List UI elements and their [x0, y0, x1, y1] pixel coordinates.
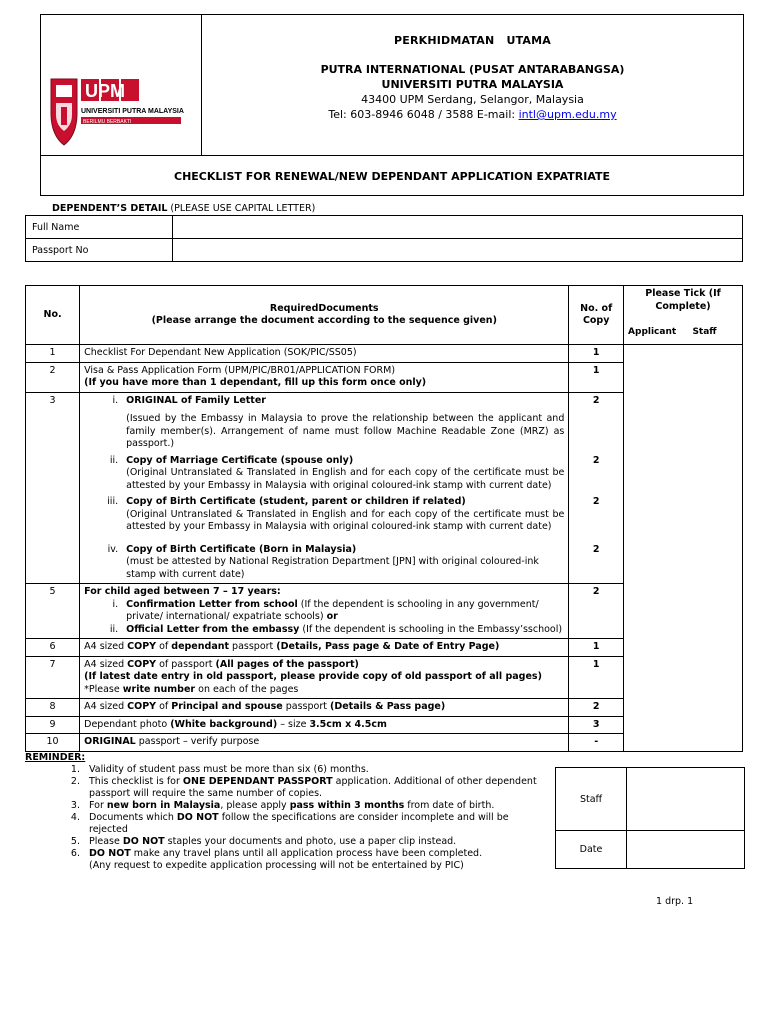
- text-part: (Details, Pass page & Date of Entry Page): [276, 641, 500, 652]
- item-text: This checklist is for: [89, 776, 183, 787]
- row-number: 10: [26, 734, 80, 752]
- reminder-title: REMINDER:: [25, 752, 86, 763]
- row-document: [80, 584, 569, 639]
- header-documents-subtitle: (Please arrange the document according to the sequence given): [151, 315, 497, 326]
- text-part: A4 sized: [84, 641, 128, 652]
- text-part: on each of the pages: [195, 683, 299, 695]
- checklist-table: [25, 285, 743, 752]
- sub-numeral: i.: [112, 394, 119, 406]
- row-copy: -: [569, 734, 624, 752]
- header-staff: Staff: [688, 324, 742, 345]
- text-part: – size: [277, 718, 310, 730]
- date-row: [556, 830, 744, 868]
- row-document: [80, 716, 569, 734]
- list-item: [25, 764, 545, 776]
- item-text: staples your documents and photo, use a paper clip instead.: [164, 836, 457, 847]
- row-copy: 2: [569, 584, 624, 639]
- text-part: 3.5cm x 4.5cm: [309, 718, 387, 730]
- row-document: [80, 362, 569, 392]
- row-document: [80, 656, 569, 699]
- item-text: DO NOT: [176, 812, 219, 823]
- row-document: [80, 536, 569, 584]
- row-copy: 2: [569, 699, 624, 717]
- sub-numeral: ii.: [109, 623, 119, 635]
- list-item: [25, 776, 545, 800]
- sub-title: Copy of Birth Certificate (Born in Malaysia): [126, 543, 357, 555]
- text-part: of passport: [156, 658, 216, 670]
- logo-subtitle: UNIVERSITI PUTRA MALAYSIA: [81, 108, 184, 115]
- row-copy: 1: [569, 362, 624, 392]
- item-text: new born in Malaysia: [106, 800, 221, 811]
- row-number: 8: [26, 699, 80, 717]
- row-copy: 1: [569, 656, 624, 699]
- header-row: [26, 286, 743, 325]
- row-copy: 2: [569, 494, 624, 536]
- contact-prefix: Tel: 603-8946 6048 / 3588 E-mail:: [328, 108, 519, 121]
- sub-title: Copy of Marriage Certificate (spouse only): [126, 454, 354, 466]
- passport-field[interactable]: [173, 239, 743, 262]
- text-part: dependant: [171, 641, 230, 652]
- passport-row: [26, 239, 743, 262]
- list-item: [25, 800, 545, 812]
- row-number: 3: [26, 392, 80, 584]
- dependent-caption-note: (PLEASE USE CAPITAL LETTER): [167, 203, 316, 214]
- passport-label: Passport No: [26, 239, 173, 262]
- sub-text: (must be attested by National Registration Department [JPN] with original coloured-ink stamp with current date): [126, 556, 539, 580]
- institution-name: PUTRA INTERNATIONAL (PUSAT ANTARABANGSA): [320, 63, 625, 76]
- row-number: 1: [26, 345, 80, 363]
- item-text: make any travel plans until all application process have been completed.: [130, 848, 483, 859]
- list-item: [25, 848, 545, 872]
- item-text: application. Additional of other dependent passport will require the same number of copies.: [89, 776, 537, 799]
- row-document: [80, 494, 569, 536]
- header-documents: [80, 286, 569, 345]
- item-number: 4.: [70, 812, 80, 823]
- text-part: (White background): [170, 718, 278, 730]
- text-part: (If latest date entry in old passport, please provide copy of old passport of all pages): [84, 671, 542, 682]
- text-part: Principal and spouse: [171, 701, 283, 712]
- row-document: [80, 639, 569, 657]
- row-copy: 2: [569, 453, 624, 495]
- row-document-note: (If you have more than 1 dependant, fill up this form once only): [84, 377, 427, 388]
- text-part: (All pages of the passport): [215, 658, 359, 670]
- institution-block: [202, 15, 743, 155]
- staff-row: [556, 768, 744, 831]
- sub-title: ORIGINAL of Family Letter: [126, 394, 266, 406]
- dependent-details-table: [25, 215, 743, 262]
- service-title: PERKHIDMATAN UTAMA: [393, 34, 552, 47]
- text-part: COPY: [127, 701, 157, 712]
- item-text: DO NOT: [122, 836, 165, 847]
- text-part: of: [156, 641, 172, 652]
- table-row: [26, 345, 743, 363]
- staff-signoff-box: [555, 767, 745, 869]
- staff-field[interactable]: [627, 768, 744, 830]
- full-name-field[interactable]: [173, 216, 743, 239]
- text-part: passport: [282, 701, 330, 712]
- text-part: Dependant photo: [84, 718, 171, 730]
- contact-line: [202, 107, 743, 122]
- header-no: No.: [26, 286, 80, 345]
- dependent-caption-bold: DEPENDENT’S DETAIL: [52, 203, 168, 214]
- logo-motto: BERILMU BERBAKTI: [83, 119, 132, 125]
- reminder-section: [25, 752, 545, 872]
- logo-cell: [41, 15, 202, 155]
- row-copy: 2: [569, 536, 624, 584]
- full-name-row: [26, 216, 743, 239]
- item-text: , please apply: [220, 800, 290, 811]
- page-number: 1 drp. 1: [656, 896, 694, 907]
- university-name: UNIVERSITI PUTRA MALAYSIA: [381, 78, 564, 91]
- sub-numeral: iv.: [107, 543, 119, 555]
- row-number: 2: [26, 362, 80, 392]
- row-copy: 1: [569, 345, 624, 363]
- header-copy: No. of Copy: [569, 286, 624, 345]
- row-document: [80, 734, 569, 752]
- item-text: Documents which: [89, 812, 177, 823]
- row-document: [80, 453, 569, 495]
- row-number: 9: [26, 716, 80, 734]
- sub-text: (If the dependent is schooling in any government/ private/ international/ expatriate schools): [126, 598, 539, 622]
- item-number: 6.: [70, 848, 80, 859]
- item-number: 5.: [70, 836, 80, 847]
- text-part: *Please: [84, 683, 123, 695]
- item-text: (Any request to expedite application processing will not be entertained by PIC): [89, 860, 464, 871]
- text-part: (Details & Pass page): [330, 701, 446, 712]
- text-part: A4 sized: [84, 701, 128, 712]
- staff-label: Staff: [556, 768, 627, 830]
- text-part: of: [156, 701, 172, 712]
- text-part: COPY: [127, 658, 157, 670]
- row-copy: 1: [569, 639, 624, 657]
- item-number: 2.: [70, 776, 80, 787]
- tick-column[interactable]: [624, 345, 743, 752]
- item-text: ONE DEPENDANT PASSPORT: [182, 776, 333, 787]
- upm-logo: [47, 73, 197, 163]
- text-part: ORIGINAL: [84, 736, 136, 747]
- item-text: from date of birth.: [404, 800, 495, 811]
- item-text: For: [89, 800, 107, 811]
- dependent-caption: [52, 203, 315, 214]
- sub-numeral: ii.: [109, 454, 119, 466]
- date-field[interactable]: [627, 830, 744, 868]
- row-copy: 2: [569, 392, 624, 453]
- sub-or: or: [326, 611, 338, 622]
- list-item: [25, 836, 545, 848]
- list-item: [25, 812, 545, 836]
- email-link[interactable]: intl@upm.edu.my: [518, 108, 617, 121]
- row-number: 6: [26, 639, 80, 657]
- text-part: passport: [229, 641, 277, 652]
- checklist-title: CHECKLIST FOR RENEWAL/NEW DEPENDANT APPLICATION EXPATRIATE: [174, 170, 610, 183]
- item-number: 1.: [70, 764, 80, 775]
- sub-title: Copy of Birth Certificate (student, parent or children if related): [126, 496, 466, 507]
- address: 43400 UPM Serdang, Selangor, Malaysia: [361, 93, 584, 106]
- item-text: Please: [89, 836, 123, 847]
- text-part: passport – verify purpose: [135, 736, 260, 747]
- full-name-label: Full Name: [26, 216, 173, 239]
- item-text: DO NOT: [89, 848, 131, 859]
- sub-text: (Original Untranslated & Translated in English and for each copy of the certificate must be attested by your Embassy in Malaysia with original coloured-ink stamp with current date): [126, 467, 565, 491]
- row-number: 7: [26, 656, 80, 699]
- header-documents-title: RequiredDocuments: [269, 302, 379, 314]
- row-document: [80, 392, 569, 453]
- sub-title: Confirmation Letter from school: [126, 598, 298, 610]
- text-part: A4 sized: [84, 658, 128, 670]
- text-part: COPY: [127, 641, 157, 652]
- sub-text: (If the dependent is schooling in the Embassy’sschool): [299, 623, 563, 635]
- item-number: 3.: [70, 800, 80, 811]
- sub-text: (Original Untranslated & Translated in English and for each copy of the certificate must be attested by your Embassy in Malaysia with original coloured-ink stamp with current date): [126, 508, 565, 532]
- row-number: 5: [26, 584, 80, 639]
- date-label: Date: [556, 830, 627, 868]
- row-document: Checklist For Dependant New Application (SOK/PIC/SS05): [80, 345, 569, 363]
- row-copy: 3: [569, 716, 624, 734]
- header-applicant: Applicant: [624, 324, 689, 345]
- logo-text: UPM: [85, 81, 125, 101]
- sub-text: (Issued by the Embassy in Malaysia to prove the relationship between the applicant and family member(s). Arrangement of name must follow Machine Readable Zone (MRZ) as passport.): [126, 413, 565, 449]
- text-part: write number: [122, 683, 196, 695]
- checklist-title-row: [41, 155, 743, 196]
- item-text: Validity of student pass must be more than six (6) months.: [89, 764, 369, 775]
- item-text: follow the specifications are consider incomplete and will be rejected: [89, 812, 509, 835]
- row-title: For child aged between 7 – 17 years:: [84, 586, 281, 597]
- item-text: pass within 3 months: [289, 800, 405, 811]
- document-header: [40, 14, 744, 196]
- sub-numeral: iii.: [107, 496, 119, 507]
- row-document: [80, 699, 569, 717]
- row-document-text: Visa & Pass Application Form (UPM/PIC/BR01/APPLICATION FORM): [84, 364, 396, 376]
- header-tick: Please Tick (If Complete): [624, 286, 743, 325]
- sub-numeral: i.: [112, 598, 119, 610]
- sub-title: Official Letter from the embassy: [126, 623, 300, 635]
